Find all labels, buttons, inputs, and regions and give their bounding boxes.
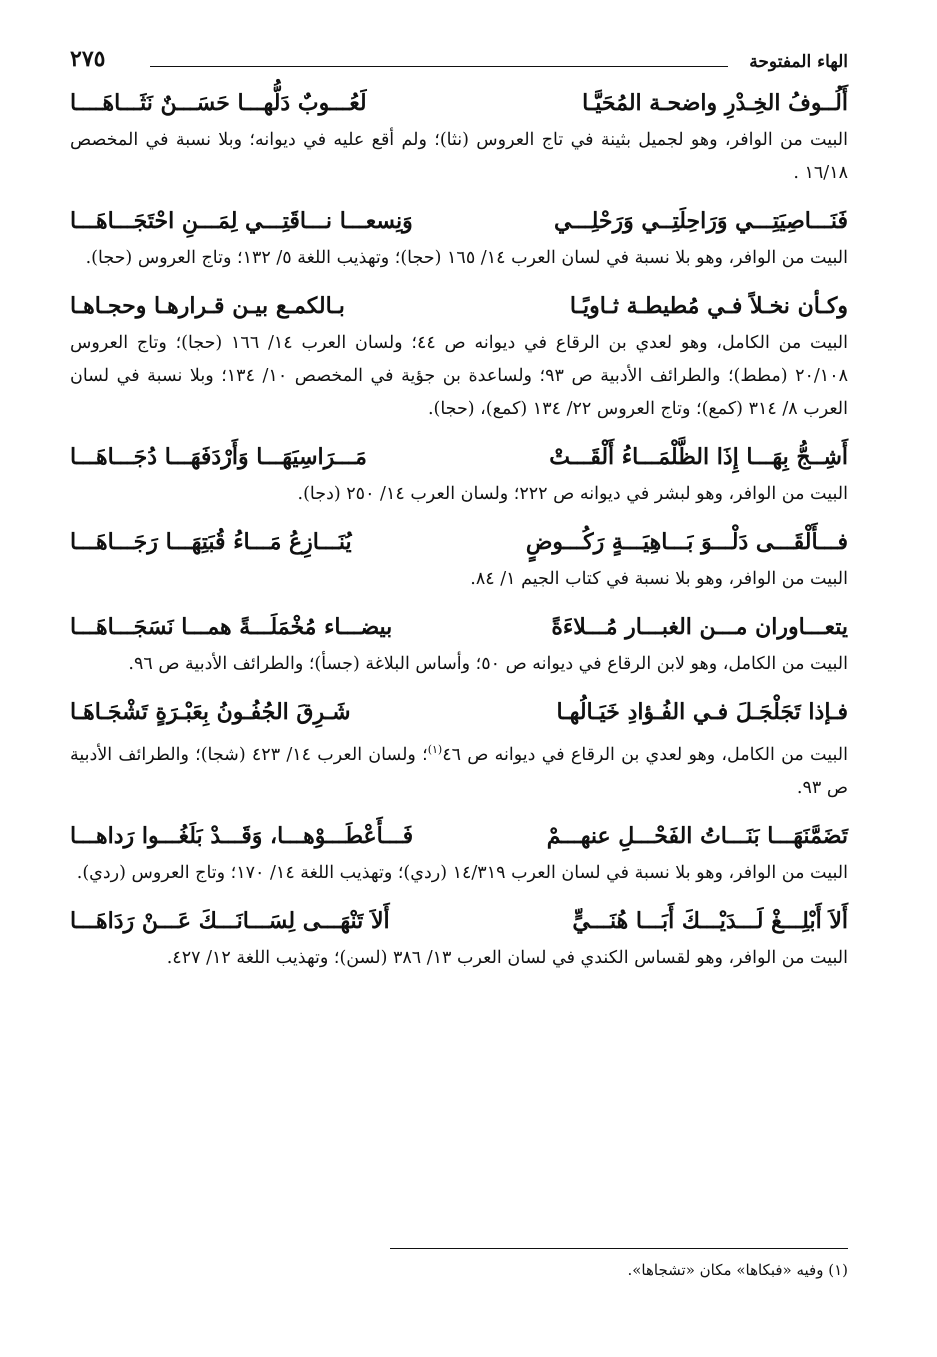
verse-first-hemistich: فـــأَلْقَـــى دَلْـــوَ بَـــاهِيَـــةٍ رَكُـــوضٍ [525,529,848,555]
verse-line [70,440,848,474]
verse-commentary: البيت من الوافر، وهو بلا نسبة في لسان العرب ١٤/ ١٦٥ (حجا)؛ وتهذيب اللغة ٥/ ١٣٢؛ وتاج العروس (حجا). [85,248,848,268]
verse-second-hemistich: فَـــأَعْطَـــوْهـــا، وَقَـــدْ بَلَغُـــوا رَداهـــا [70,822,414,849]
verse-line [70,86,848,120]
page-number: ٢٧٥ [70,46,106,72]
verse-first-hemistich: أَشِــجُّ بِهَـــا إِذَا الظَّلْمَـــاءُ أَلْقَـــتْ [549,444,848,470]
verse-second-hemistich: وَنِسعـــا نـــاقَتِـــي لِمَـــنِ احْتَجَـــاهَـــا [70,208,413,234]
verse-commentary: البيت من الوافر، وهو بلا نسبة في لسان العرب ١٤/٣١٩ (ردي)؛ وتهذيب اللغة ١٤/ ١٧٠؛ وتاج العروس (ردي). [76,862,848,883]
footnote-marker[interactable]: (١) [427,743,443,756]
verse-second-hemistich: لَعُـــوبٌ دَلُّهـــا حَسَـــنٌ نَثَـــاهَــــا [70,90,367,116]
verse-commentary [70,733,848,805]
verse-second-hemistich: مَـــرَاسِيَهَـــا وَأَرْدَفَهَـــا دُجَـــاهَـــا [70,444,367,470]
entry-6 [70,610,848,681]
entry-1 [70,86,848,190]
verse-first-hemistich: فـإذا تَجَلْجَـلَ فـي الفُـؤادِ خَيَـالُهـا [556,699,848,725]
entry-2 [70,204,848,275]
commentary-text: ؛ ولسان العرب ١٤/ ٤٢٣ (شجا)؛ والطرائف الأدبية ص ٩٣. [70,744,848,798]
entry-7 [70,695,848,805]
verse-second-hemistich: يُنَـــازِعُ مَـــاءُ قُبَتِهَـــا رَجَـــاهَـــا [70,529,352,555]
verse-commentary: البيت من الوافر، وهو لبشر في ديوانه ص ٢٢٢؛ ولسان العرب ١٤/ ٢٥٠ (دجا). [297,484,848,504]
verse-commentary: البيت من الكامل، وهو لابن الرقاع في ديوانه ص ٥٠؛ وأساس البلاغة (جسأ)؛ والطرائف الأدبية ص ٩٦. [128,654,848,674]
verse-line [70,525,848,559]
verse-second-hemistich: بيضـــاء مُخْمَلَـــةً همـــا نَسَجَـــاهَـــا [70,614,393,640]
page-header [70,40,848,80]
running-title: الهاء المفتوحة [749,52,848,72]
header-rule [150,66,728,67]
verse-second-hemistich: أَلاَ تَنْهَـــى لِسَـــانَـــكَ عَـــنْ رَدَاهَـــا [70,907,390,934]
verse-first-hemistich: يتعـــاوران مـــن الغبـــار مُـــلاءَةً [551,614,848,640]
footnote-rule [390,1248,848,1249]
verse-first-hemistich: أَلاَ أَبْلِـــغْ لَـــدَيْـــكَ أَبَـــا هُنَـــيٍّ [572,907,848,934]
entry-8 [70,819,848,890]
verse-second-hemistich: شَـرِقَ الجُفُـونُ بِعَبْـرَةٍ تَشْجَـاهَـا [70,699,351,725]
verse-commentary: البيت من الكامل، وهو لعدي بن الرقاع في ديوانه ص ٤٤؛ ولسان العرب ١٤/ ١٦٦ (حجا)؛ وتاج العروس ٢٠/١٠٨ (مطط)؛ والطرائف الأدبية ص ٩٣؛ ولساعدة بن جؤية في المخصص ١٠/ ١٣٤؛ وبلا نسبة في لسان العرب ٨/ ٣١٤ (كمع)؛ وتاج العروس ٢٢/ ١٣٤ (كمع)، (حجا). [70,333,848,419]
verse-line [70,819,848,853]
verse-line [70,289,848,323]
verse-first-hemistich: فَنَـــاصِيَتِـــي وَرَاحِلَتِــي وَرَحْلِـــي [553,208,848,234]
verse-commentary: البيت من الوافر، وهو لقساس الكندي في لسان العرب ١٣/ ٣٨٦ (لسن)؛ وتهذيب اللغة ١٢/ ٤٢٧. [166,947,848,968]
entry-9 [70,904,848,975]
commentary-text: البيت من الكامل، وهو لعدي بن الرقاع في ديوانه ص ٤٦ [442,744,848,765]
verse-line [70,610,848,644]
verse-second-hemistich: بـالكمـع بيـن قـرارهـا وحجـاهـا [70,293,345,319]
verse-commentary: البيت من الوافر، وهو لجميل بثينة في تاج العروس (نثا)؛ ولم أقع عليه في ديوانه؛ وبلا نسبة في المخصص ١٦/١٨ . [70,130,848,183]
verse-line [70,204,848,238]
verse-first-hemistich: تَضَمَّنَهَـــا بَنَـــاتُ الفَحْـــلِ عنهـــمْ [546,822,848,849]
entry-5 [70,525,848,596]
verse-line [70,904,848,938]
entry-4 [70,440,848,511]
entry-3 [70,289,848,426]
verse-commentary: البيت من الوافر، وهو بلا نسبة في كتاب الجيم ١/ ٨٤. [470,569,848,589]
verse-line [70,695,848,729]
verse-first-hemistich: وكـأن نخـلاً فـي مُطيطـة ثـاويًـا [569,293,848,319]
verse-first-hemistich: أَلُــوفُ الخِـدْرِ واضحـة المُحَيَّـا [582,90,848,116]
page [70,40,848,1279]
footnote: (١) وفيه «فبكاها» مكان «تشجاها». [627,1261,848,1279]
